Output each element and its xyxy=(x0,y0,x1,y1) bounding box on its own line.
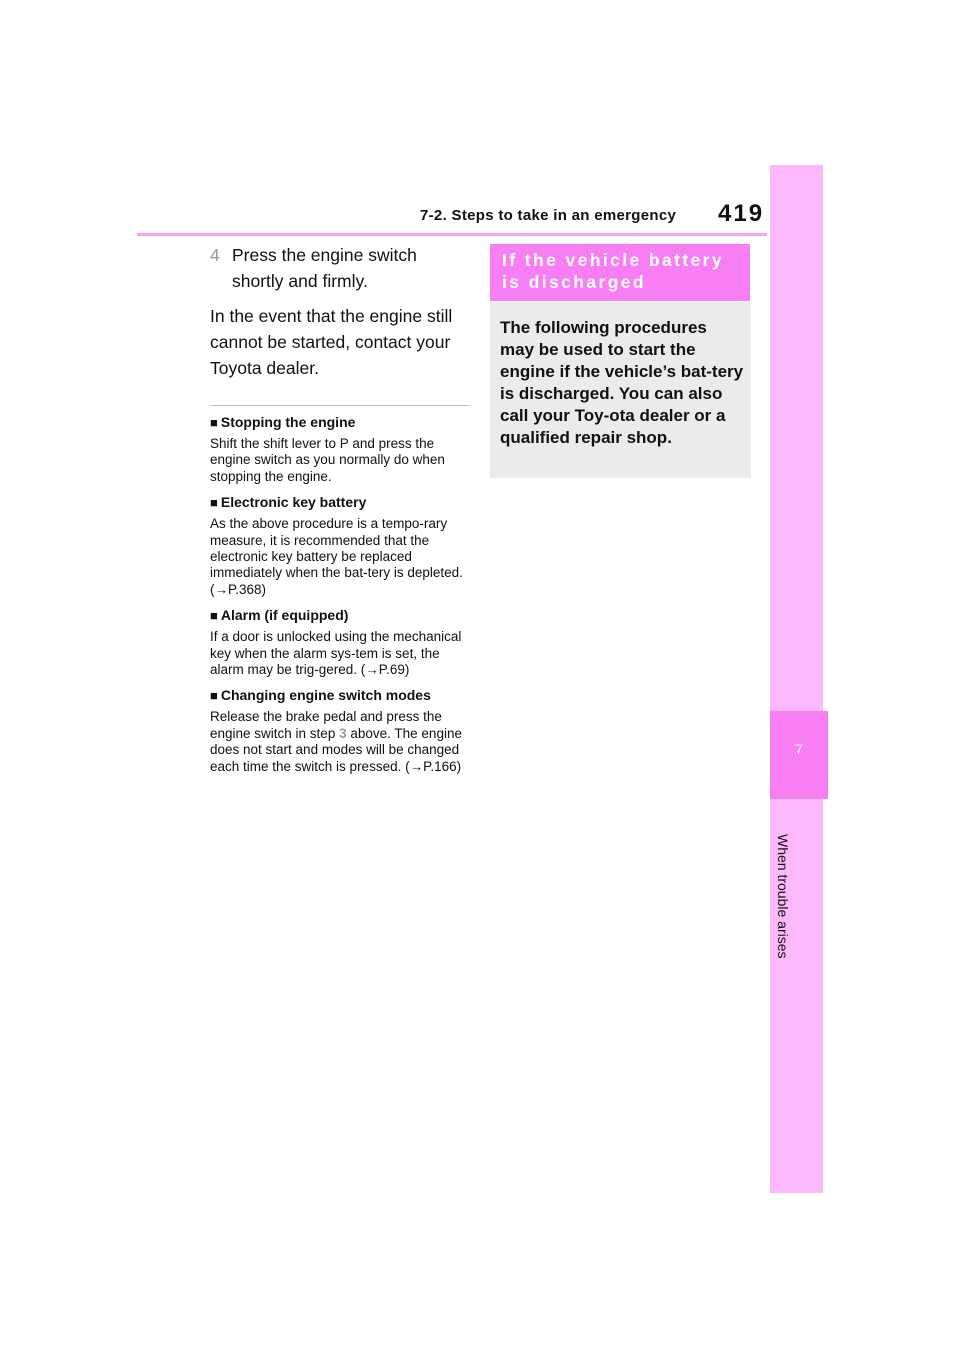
note-electronic-key-battery xyxy=(210,493,470,598)
step-reference: 3 xyxy=(339,725,347,741)
step-item xyxy=(210,242,470,294)
note-title: ■ Stopping the engine xyxy=(210,414,356,430)
note-body: As the above procedure is a tempo-rary measure, it is recommended that the electronic key battery be replaced immediately when the bat-tery is depleted. (→P.368) xyxy=(210,516,463,597)
intro-text: The following procedures may be used to start the engine if the vehicle’s bat-tery is discharged. You can also call your Toy-ota dealer or a qualified repair shop. xyxy=(500,318,744,447)
square-bullet-icon: ■ xyxy=(210,688,218,704)
section-heading: If the vehicle battery is discharged xyxy=(502,250,725,292)
page-number: 419 xyxy=(718,200,765,227)
note-body: If a door is unlocked using the mechanical key when the alarm sys-tem is set, the alarm may be trig-gered. (→P.69) xyxy=(210,629,462,678)
square-bullet-icon: ■ xyxy=(210,608,218,624)
note-body: Shift the shift lever to P and press the engine switch as you normally do when stopping the engine. xyxy=(210,436,445,484)
main-column xyxy=(210,242,470,783)
intro-box xyxy=(490,302,751,478)
square-bullet-icon: ■ xyxy=(210,495,218,511)
note-title: ■ Changing engine switch modes xyxy=(210,687,431,704)
step-number: 4 xyxy=(210,245,220,265)
note-alarm xyxy=(210,606,470,678)
chapter-side-tab xyxy=(770,165,823,1193)
note-stopping-engine xyxy=(210,413,470,485)
section-heading-box xyxy=(490,244,750,301)
step-text: Press the engine switch shortly and firmly. xyxy=(232,245,417,291)
section-title: 7-2. Steps to take in an emergency xyxy=(420,207,677,224)
note-title: ■ Alarm (if equipped) xyxy=(210,607,349,624)
section-divider xyxy=(210,405,470,406)
chapter-number: 7 xyxy=(795,741,803,757)
header-rule xyxy=(137,233,767,236)
body-paragraph: In the event that the engine still cannot be started, contact your Toyota dealer. xyxy=(210,306,453,378)
note-body: Release the brake pedal and press the engine switch in step 3 above. The engine does not start and modes will be changed each time the switch is pressed. (→P.166) xyxy=(210,709,462,774)
chapter-title: When trouble arises xyxy=(775,834,791,959)
square-bullet-icon: ■ xyxy=(210,415,218,430)
note-title: ■ Electronic key battery xyxy=(210,494,367,511)
note-changing-engine-switch-modes xyxy=(210,686,470,775)
